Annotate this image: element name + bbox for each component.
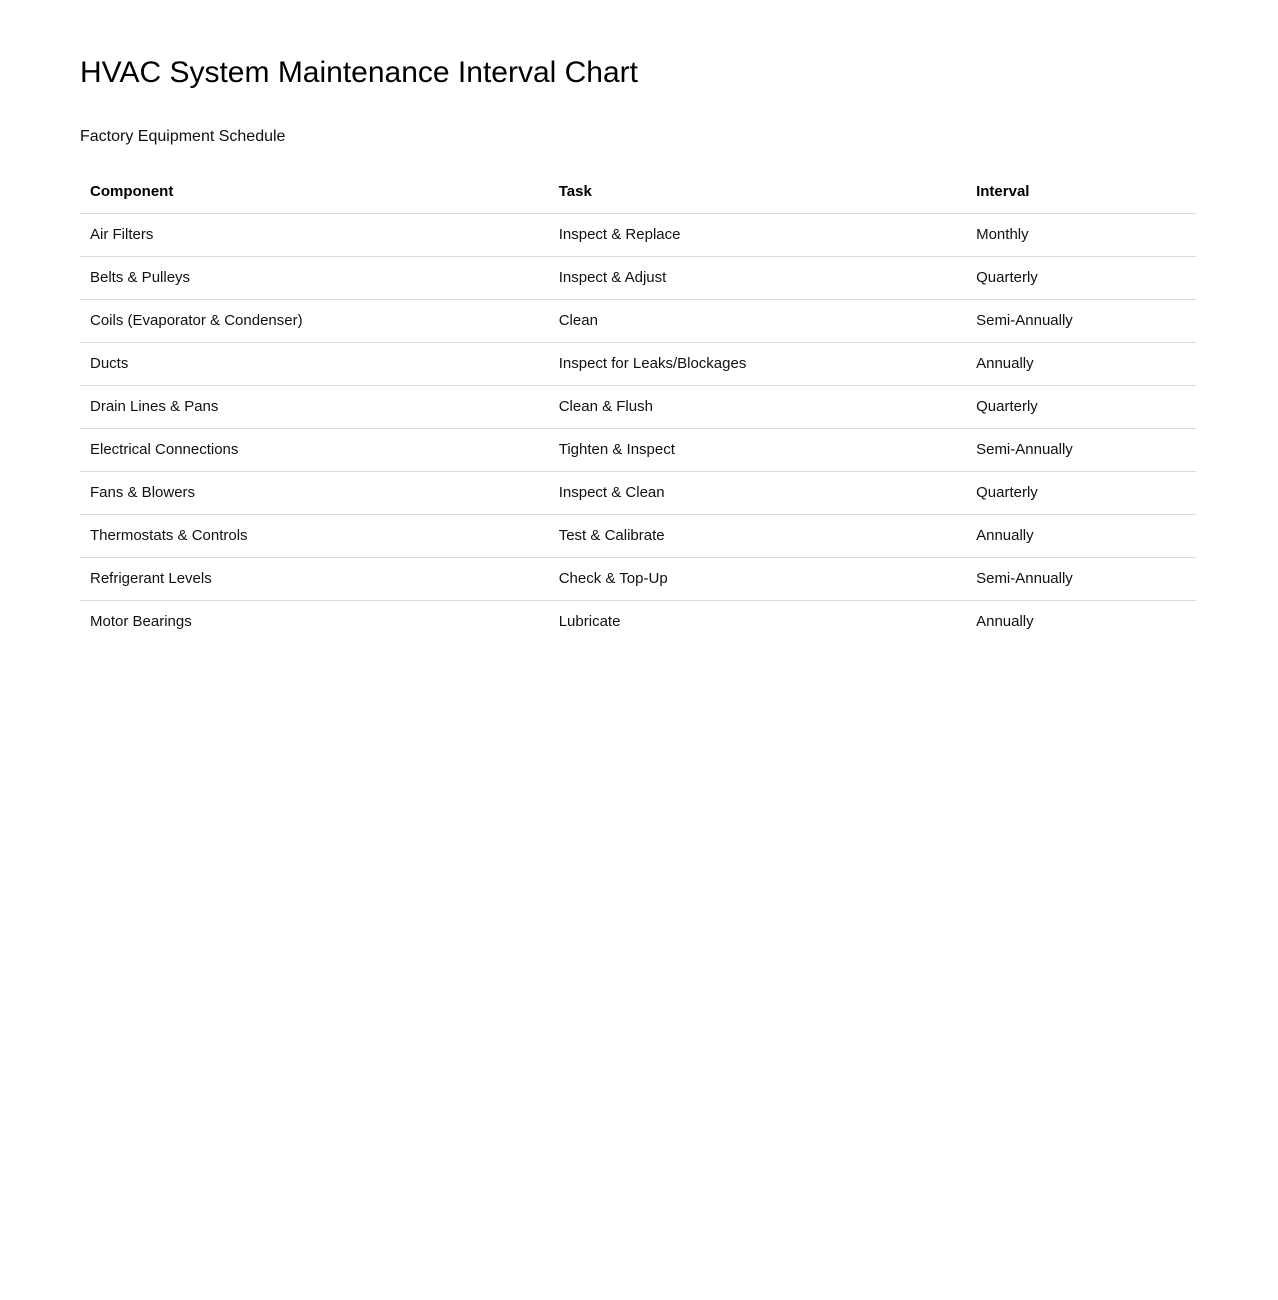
- component-cell: Belts & Pulleys: [80, 256, 549, 299]
- table-row: [80, 514, 1196, 557]
- column-header-task: Task: [549, 171, 966, 214]
- component-cell: Air Filters: [80, 213, 549, 256]
- task-cell: Inspect for Leaks/Blockages: [549, 342, 966, 385]
- table-row: [80, 299, 1196, 342]
- component-cell: Fans & Blowers: [80, 471, 549, 514]
- task-cell: Inspect & Adjust: [549, 256, 966, 299]
- column-header-interval: Interval: [966, 171, 1196, 214]
- interval-cell: Semi-Annually: [966, 557, 1196, 600]
- maintenance-interval-table: [80, 171, 1196, 643]
- task-cell: Inspect & Clean: [549, 471, 966, 514]
- task-cell: Check & Top-Up: [549, 557, 966, 600]
- task-cell: Clean & Flush: [549, 385, 966, 428]
- page-title: HVAC System Maintenance Interval Chart: [80, 56, 639, 89]
- column-header-component: Component: [80, 171, 549, 214]
- interval-cell: Annually: [966, 514, 1196, 557]
- table-header-row: [80, 171, 1196, 214]
- component-cell: Coils (Evaporator & Condenser): [80, 299, 549, 342]
- component-cell: Thermostats & Controls: [80, 514, 549, 557]
- interval-cell: Quarterly: [966, 385, 1196, 428]
- interval-cell: Annually: [966, 342, 1196, 385]
- interval-cell: Monthly: [966, 213, 1196, 256]
- table-row: [80, 557, 1196, 600]
- table-row: [80, 213, 1196, 256]
- table-row: [80, 428, 1196, 471]
- interval-cell: Semi-Annually: [966, 428, 1196, 471]
- table-row: [80, 600, 1196, 643]
- component-cell: Refrigerant Levels: [80, 557, 549, 600]
- task-cell: Tighten & Inspect: [549, 428, 966, 471]
- component-cell: Electrical Connections: [80, 428, 549, 471]
- table-row: [80, 342, 1196, 385]
- table-row: [80, 256, 1196, 299]
- table-row: [80, 471, 1196, 514]
- component-cell: Motor Bearings: [90, 613, 192, 631]
- task-cell: Clean: [549, 299, 966, 342]
- component-cell: Ducts: [80, 342, 549, 385]
- task-cell: Test & Calibrate: [549, 514, 966, 557]
- interval-cell: Quarterly: [966, 256, 1196, 299]
- interval-cell: Annually: [976, 613, 1034, 631]
- task-cell: Lubricate: [558, 613, 621, 631]
- table-header: [80, 171, 1196, 214]
- component-cell: Drain Lines & Pans: [80, 385, 549, 428]
- interval-cell: Semi-Annually: [966, 299, 1196, 342]
- task-cell: Inspect & Replace: [549, 213, 966, 256]
- page-subtitle: Factory Equipment Schedule: [80, 127, 286, 145]
- interval-cell: Quarterly: [966, 471, 1196, 514]
- table-body: [80, 213, 1196, 643]
- table-row: [80, 385, 1196, 428]
